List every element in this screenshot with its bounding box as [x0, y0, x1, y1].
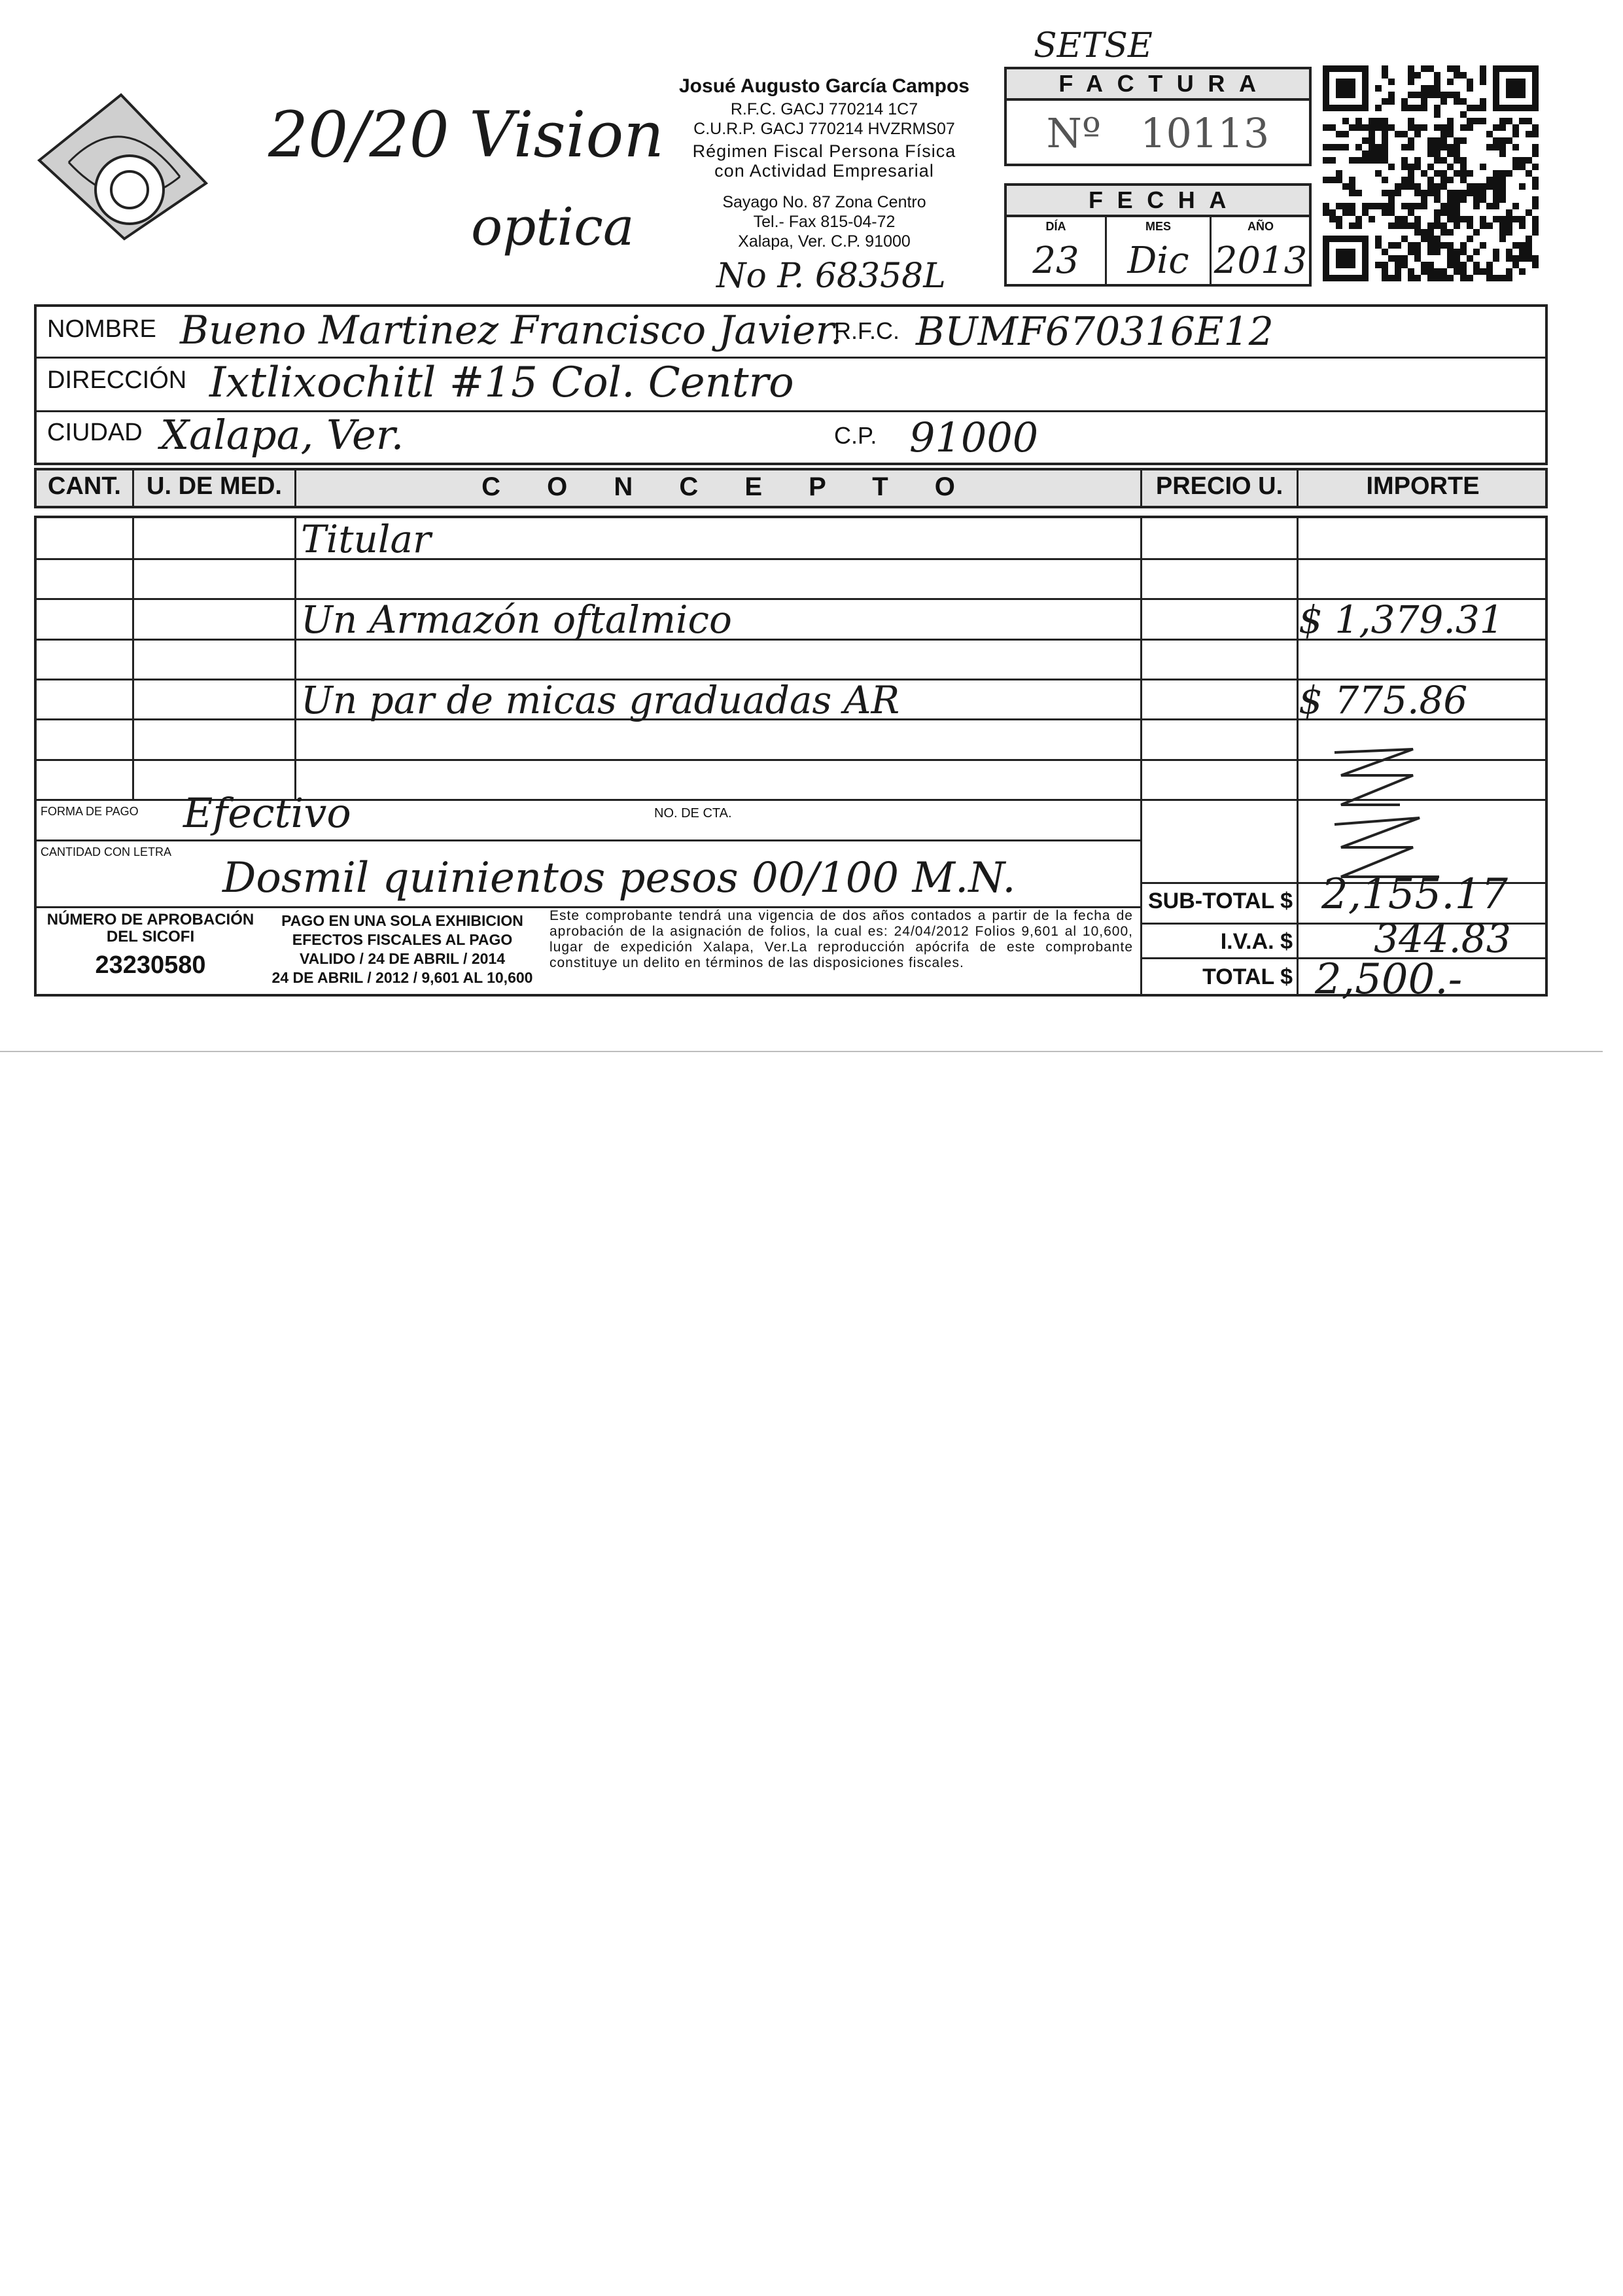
row-concept-1: Titular [301, 517, 431, 561]
customer-cp-label: C.P. [834, 422, 877, 449]
iva-label: I.V.A. $ [1220, 929, 1293, 954]
header-qty: CANT. [48, 472, 121, 500]
eye-logo-icon [33, 92, 229, 242]
pay-line-1: PAGO EN UNA SOLA EXHIBICION [281, 912, 523, 929]
handwritten-ref-number: No P. 68358L [716, 256, 946, 296]
row-concept-5: Un par de micas graduadas AR [301, 678, 900, 722]
issuer-address-2: Tel.- Fax 815-04-72 [753, 213, 896, 231]
qr-code-icon [1323, 65, 1539, 281]
iva-value: 344.83 [1374, 916, 1511, 962]
customer-cp: 91000 [909, 414, 1039, 461]
brand-logo-text: 20/20 Vision [268, 98, 665, 171]
amount-words-label: CANTIDAD CON LETRA [41, 845, 172, 858]
total-label: TOTAL $ [1202, 964, 1293, 989]
header-concept: C O N C E P T O [481, 472, 955, 501]
customer-name: Bueno Martinez Francisco Javier. [180, 308, 843, 353]
legal-text: Este comprobante tendrá una vigencia de dos años contados a partir de la fecha de aprobación de la asignación de folios, la cual es: 24/04/2012 Folios 9,601 al 10,600, lugar de expedición Xalapa, Ver.La reproducción apócrifa de este comprobante constituye un delito en términos de las disposiciones fiscales. [550, 908, 1133, 970]
fecha-month: Dic [1127, 239, 1189, 282]
customer-city-label: CIUDAD [47, 419, 143, 446]
amount-words: Dosmil quinientos pesos 00/100 M.N. [222, 854, 1016, 902]
payment-form-label: FORMA DE PAGO [41, 805, 139, 818]
factura-box [1004, 67, 1312, 166]
scan-edge-divider [0, 1051, 1603, 1052]
payment-terms-block [262, 911, 543, 987]
header-unit: U. DE MED. [147, 472, 282, 500]
fecha-title: FECHA [1007, 186, 1309, 217]
fecha-day-label: DÍA [1045, 220, 1066, 233]
customer-address-label: DIRECCIÓN [47, 366, 187, 394]
payment-account-label: NO. DE CTA. [654, 806, 732, 821]
row-concept-3: Un Armazón oftalmico [301, 597, 732, 642]
fecha-day: 23 [1032, 239, 1079, 282]
pay-line-3: VALIDO / 24 DE ABRIL / 2014 [299, 950, 505, 967]
approval-number: 23230580 [95, 951, 206, 979]
row-amount-3: $ 1,379.31 [1299, 597, 1504, 642]
issuer-curp: C.U.R.P. GACJ 770214 HVZRMS07 [693, 120, 955, 138]
factura-number-row [1007, 101, 1309, 166]
header-amount: IMPORTE [1366, 472, 1480, 500]
subtotal-value: 2,155.17 [1321, 870, 1508, 919]
approval-block [39, 911, 262, 985]
customer-name-label: NOMBRE [47, 315, 156, 343]
customer-rfc: BUMF670316E12 [916, 309, 1274, 355]
customer-city: Xalapa, Ver. [160, 411, 404, 459]
subtotal-label: SUB-TOTAL $ [1147, 889, 1293, 913]
brand-logo-subtext: optica [471, 196, 635, 257]
payment-form: Efectivo [183, 789, 351, 837]
approval-label-2: DEL SICOFI [106, 928, 195, 945]
issuer-rfc: R.F.C. GACJ 770214 1C7 [730, 100, 918, 118]
issuer-address-1: Sayago No. 87 Zona Centro [722, 193, 926, 211]
factura-title: FACTURA [1007, 69, 1309, 101]
pay-line-2: EFECTOS FISCALES AL PAGO [292, 931, 513, 948]
issuer-address-3: Xalapa, Ver. C.P. 91000 [738, 232, 911, 251]
row-amount-5: $ 775.86 [1299, 678, 1468, 722]
factura-number-prefix: Nº [1046, 109, 1102, 157]
factura-number: 10113 [1140, 109, 1270, 157]
fecha-year: 2013 [1213, 239, 1308, 282]
fecha-box [1004, 183, 1312, 287]
customer-address: Ixtlixochitl #15 Col. Centro [209, 359, 794, 407]
customer-rfc-label: R.F.C. [834, 317, 900, 344]
total-value: 2,500.- [1315, 955, 1463, 1004]
pay-line-4: 24 DE ABRIL / 2012 / 9,601 AL 10,600 [271, 969, 533, 986]
approval-label-1: NÚMERO DE APROBACIÓN [46, 911, 254, 928]
fecha-year-label: AÑO [1248, 220, 1274, 233]
issuer-name: Josué Augusto García Campos [679, 75, 969, 97]
issuer-regime-1: Régimen Fiscal Persona Física [692, 141, 956, 161]
top-handwritten-note: SETSE [1034, 26, 1153, 65]
fecha-month-label: MES [1145, 220, 1171, 233]
issuer-block [654, 73, 994, 251]
header-unit-price: PRECIO U. [1155, 472, 1283, 500]
issuer-regime-2: con Actividad Empresarial [714, 161, 934, 181]
